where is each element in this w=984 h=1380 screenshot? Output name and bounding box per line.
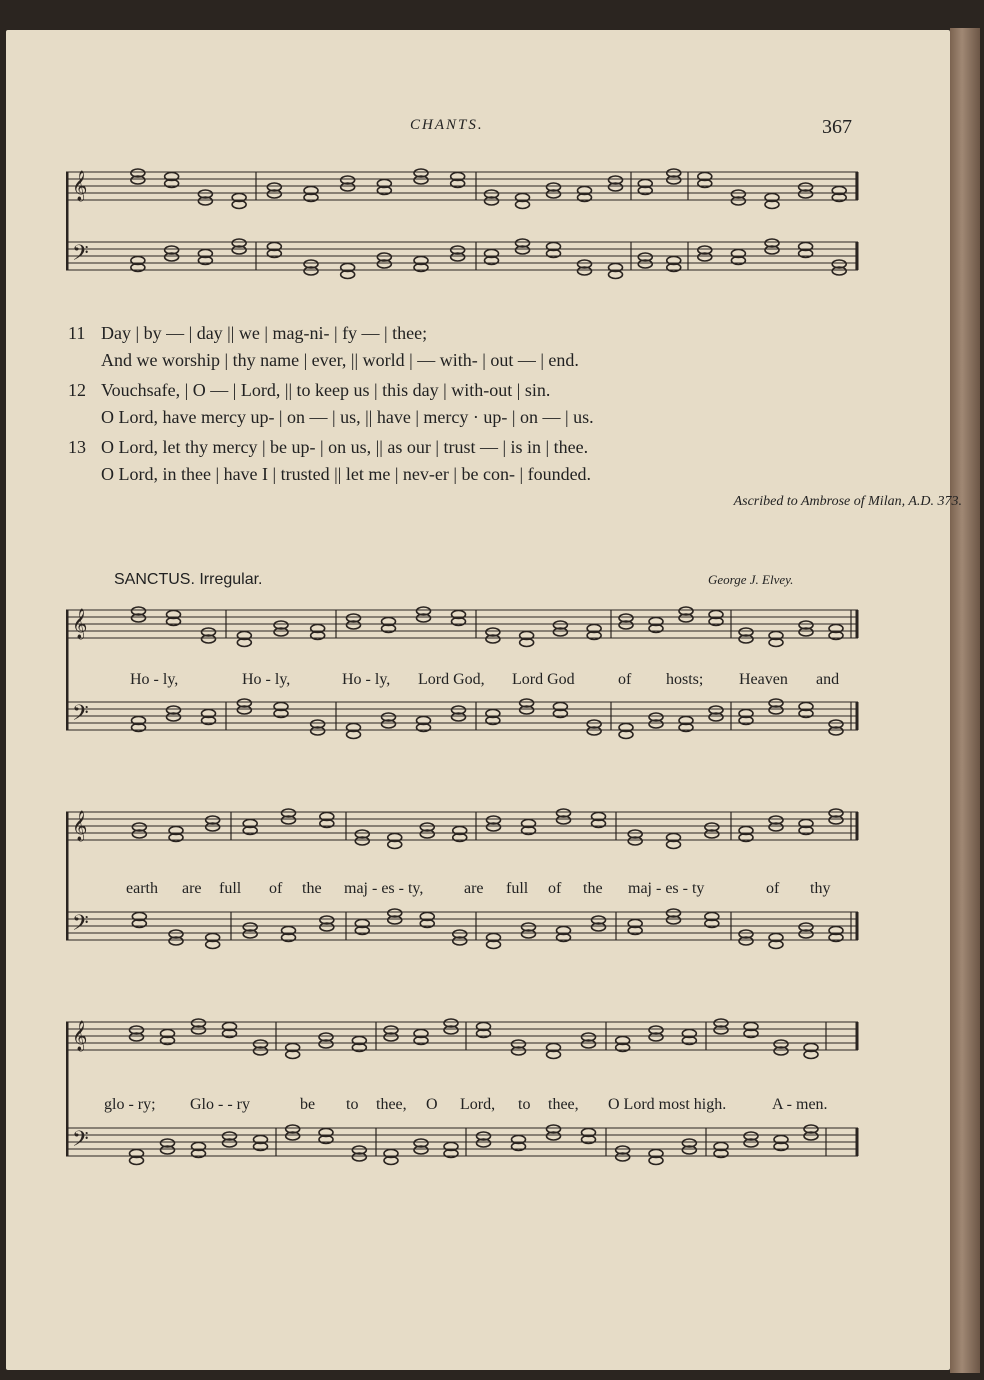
- verse-13-line-1: [68, 434, 848, 461]
- attribution: Ascribed to Ambrose of Milan, A.D. 373.: [733, 494, 962, 509]
- lyrics-line-1: [66, 671, 856, 695]
- treble-clef-icon: 𝄞: [72, 609, 88, 639]
- treble-clef-icon: 𝄞: [72, 811, 88, 841]
- system-brace: [66, 172, 69, 270]
- lyric: O: [426, 1096, 438, 1113]
- system-brace: [66, 1022, 69, 1156]
- lyric: full: [506, 880, 529, 897]
- lyric: Lord God,: [418, 671, 485, 688]
- verse-11-line-1: [68, 320, 848, 347]
- lyric: be: [300, 1096, 316, 1113]
- treble-clef-icon: 𝄞: [72, 171, 88, 201]
- system-brace: [66, 812, 69, 940]
- verse-text: O Lord, in thee | have I | trusted || let me | nev-er | be con- | founded.: [101, 464, 592, 484]
- composer: George J. Elvey.: [708, 572, 794, 587]
- verse-number: 11: [68, 323, 86, 343]
- bass-clef-icon: 𝄢: [72, 241, 89, 271]
- lyric: are: [182, 880, 202, 897]
- verse-text: O Lord, let thy mercy | be up- | on us, || as our | trust — | is in | thee.: [101, 437, 589, 457]
- chant-music-system: [66, 160, 866, 300]
- page-number: 367: [822, 116, 852, 138]
- lyric: hosts;: [666, 671, 704, 688]
- lyric: the: [583, 880, 603, 897]
- lyric: Lord God: [512, 671, 575, 688]
- verse-text: O Lord, have mercy up- | on — | us, || have | mercy · up- | on — | us.: [101, 407, 594, 427]
- lyric: and: [816, 671, 840, 688]
- lyrics-line-2: [66, 880, 856, 904]
- verse-text: Vouchsafe, | O — | Lord, || to keep us | this day | with-out | sin.: [101, 380, 551, 400]
- lyric: of: [618, 671, 632, 688]
- lyric: Lord,: [460, 1096, 496, 1113]
- sanctus-title: SANCTUS. Irregular.: [114, 571, 263, 588]
- lyric: Ho - ly,: [342, 671, 391, 688]
- lyric: glo - ry;: [104, 1096, 156, 1113]
- treble-clef-icon: 𝄞: [72, 1021, 88, 1051]
- bass-clef-icon: 𝄢: [72, 1127, 89, 1157]
- lyric: maj - es - ty,: [344, 880, 424, 897]
- lyric: Glo - - ry: [190, 1096, 250, 1113]
- lyric: Ho - ly,: [130, 671, 179, 688]
- lyric: full: [219, 880, 242, 897]
- lyric: O Lord most high.: [608, 1096, 727, 1113]
- lyric: Heaven: [739, 671, 788, 688]
- verse-11-line-2: [68, 347, 848, 377]
- lyric: A - men.: [772, 1096, 828, 1113]
- verse-12-line-1: [68, 377, 848, 404]
- lyric: of: [766, 880, 780, 897]
- lyric: are: [464, 880, 484, 897]
- running-header-title: CHANTS.: [410, 117, 484, 133]
- page-edge: [950, 28, 980, 1373]
- lyric: Ho - ly,: [242, 671, 291, 688]
- lyric: of: [548, 880, 562, 897]
- lyric: earth: [126, 880, 158, 897]
- lyrics-line-3: [66, 1096, 856, 1120]
- bass-clef-icon: 𝄢: [72, 911, 89, 941]
- lyric: to: [518, 1096, 531, 1113]
- lyric: the: [302, 880, 322, 897]
- lyric: thy: [810, 880, 831, 897]
- system-brace: [66, 610, 69, 730]
- lyric: of: [269, 880, 283, 897]
- bass-clef-icon: 𝄢: [72, 701, 89, 731]
- lyric: to: [346, 1096, 359, 1113]
- verse-text: Day | by — | day || we | mag-ni- | fy — | thee;: [101, 323, 428, 343]
- verse-12-line-2: [68, 404, 848, 434]
- verse-number: 12: [68, 380, 86, 400]
- chant-verses: [68, 320, 848, 488]
- lyric: thee,: [548, 1096, 579, 1113]
- verse-number: 13: [68, 437, 86, 457]
- lyric: thee,: [376, 1096, 407, 1113]
- lyric: maj - es - ty: [628, 880, 705, 897]
- verse-text: And we worship | thy name | ever, || world | — with- | out — | end.: [101, 350, 579, 370]
- verse-13-line-2: [68, 461, 848, 488]
